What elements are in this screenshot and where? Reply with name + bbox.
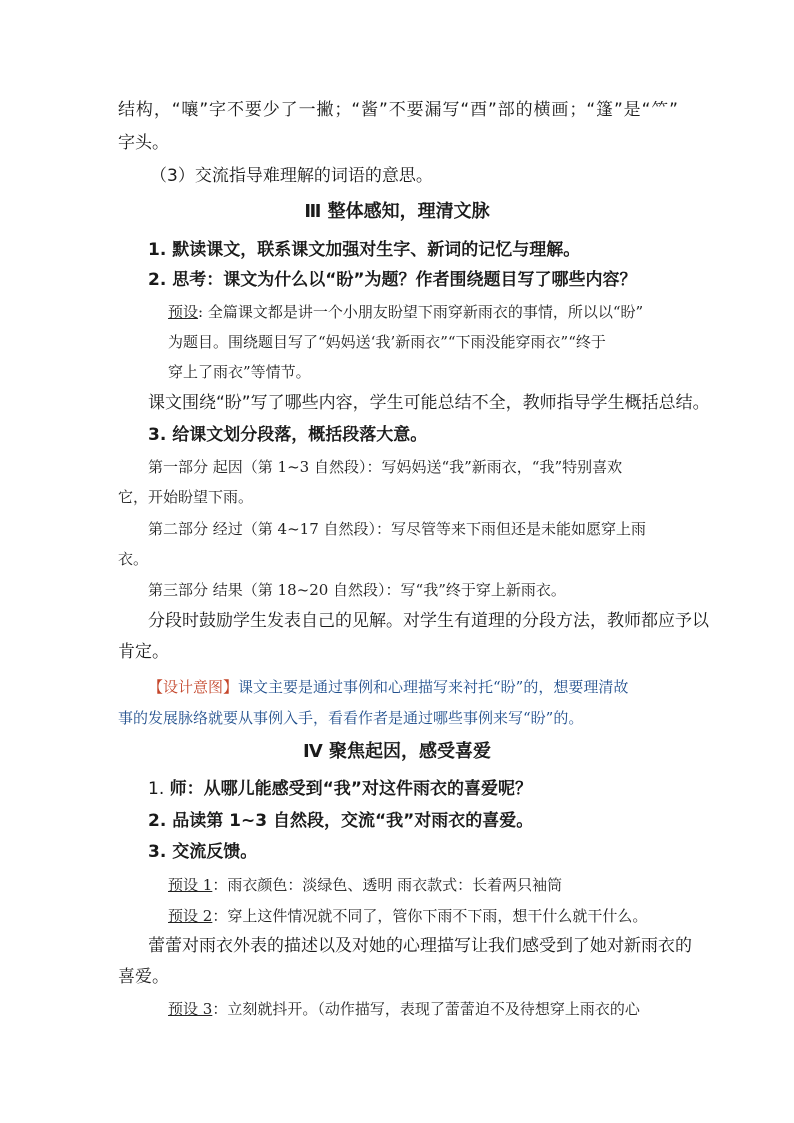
paragraph-line: 结构，“嚷”字不要少了一撇；“酱”不要漏写“酉”部的横画；“篷”是“⺮” (118, 100, 678, 120)
paragraph-line: 蕾蕾对雨衣外表的描述以及对她的心理描写让我们感受到了她对新雨衣的 (148, 936, 692, 956)
list-text: 师：从哪儿能感受到“我”对这件雨衣的喜爱呢？ (169, 779, 532, 799)
preset-text: ：雨衣颜色：淡绿色、透明 雨衣款式：长着两只袖筒 (212, 876, 563, 894)
preset-label: 预设 3 (168, 1000, 213, 1018)
part-line: 第一部分 起因（第 1~3 自然段）：写妈妈送“我”新雨衣，“我”特别喜欢 (148, 458, 623, 476)
part-line: 第三部分 结果（第 18~20 自然段）：写“我”终于穿上新雨衣。 (148, 581, 566, 599)
preset-label: 预设 (168, 303, 199, 321)
part-line: 衣。 (118, 550, 149, 568)
preset-line (168, 873, 562, 897)
list-item: 3. 交流反馈。 (148, 842, 258, 862)
section-heading: Ⅲ 整体感知，理清文脉 (304, 201, 490, 222)
list-item (148, 777, 532, 801)
design-intent-line (148, 675, 628, 699)
section-heading: Ⅳ 聚焦起因，感受喜爱 (302, 741, 492, 762)
preset-line: 穿上了雨衣”等情节。 (168, 363, 311, 381)
preset-text: ：立刻就抖开。（动作描写，表现了蕾蕾迫不及待想穿上雨衣的心 (212, 1000, 640, 1018)
list-item: （3）交流指导难理解的词语的意思。 (150, 166, 433, 186)
list-item: 1. 默读课文，联系课文加强对生字、新词的记忆与理解。 (148, 240, 581, 260)
design-intent-text: 课文主要是通过事例和心理描写来衬托“盼”的，想要理清故 (238, 678, 629, 696)
list-item: 2. 思考：课文为什么以“盼”为题？作者围绕题目写了哪些内容？ (148, 270, 637, 290)
paragraph-line: 肯定。 (118, 642, 169, 662)
preset-label: 预设 1 (168, 876, 213, 894)
design-intent-label: 【设计意图】 (148, 678, 239, 696)
part-line: 第二部分 经过（第 4~17 自然段）：写尽管等来下雨但还是未能如愿穿上雨 (148, 520, 647, 538)
paragraph-line: 分段时鼓励学生发表自己的见解。对学生有道理的分段方法，教师都应予以 (148, 611, 709, 631)
preset-line: 为题目。围绕题目写了“妈妈送‘我’新雨衣”“下雨没能穿雨衣”“终于 (168, 333, 606, 351)
preset-line (168, 904, 647, 928)
preset-line (168, 300, 643, 324)
preset-label: 预设 2 (168, 907, 213, 925)
preset-line (168, 997, 640, 1021)
part-line: 它，开始盼望下雨。 (118, 488, 254, 506)
preset-text: : 全篇课文都是讲一个小朋友盼望下雨穿新雨衣的事情，所以以“盼” (198, 303, 644, 321)
list-number: 1. (148, 779, 170, 799)
paragraph-line: 字头。 (118, 133, 169, 153)
paragraph-line: 喜爱。 (118, 967, 169, 987)
note-paragraph: 课文围绕“盼”写了哪些内容，学生可能总结不全，教师指导学生概括总结。 (148, 393, 710, 413)
design-intent-line: 事的发展脉络就要从事例入手，看看作者是通过哪些事例来写“盼”的。 (118, 709, 584, 727)
list-item: 3. 给课文划分段落，概括段落大意。 (148, 425, 428, 445)
list-item: 2. 品读第 1~3 自然段，交流“我”对雨衣的喜爱。 (148, 811, 534, 831)
preset-text: ：穿上这件情况就不同了，管你下雨不下雨，想干什么就干什么。 (212, 907, 648, 925)
